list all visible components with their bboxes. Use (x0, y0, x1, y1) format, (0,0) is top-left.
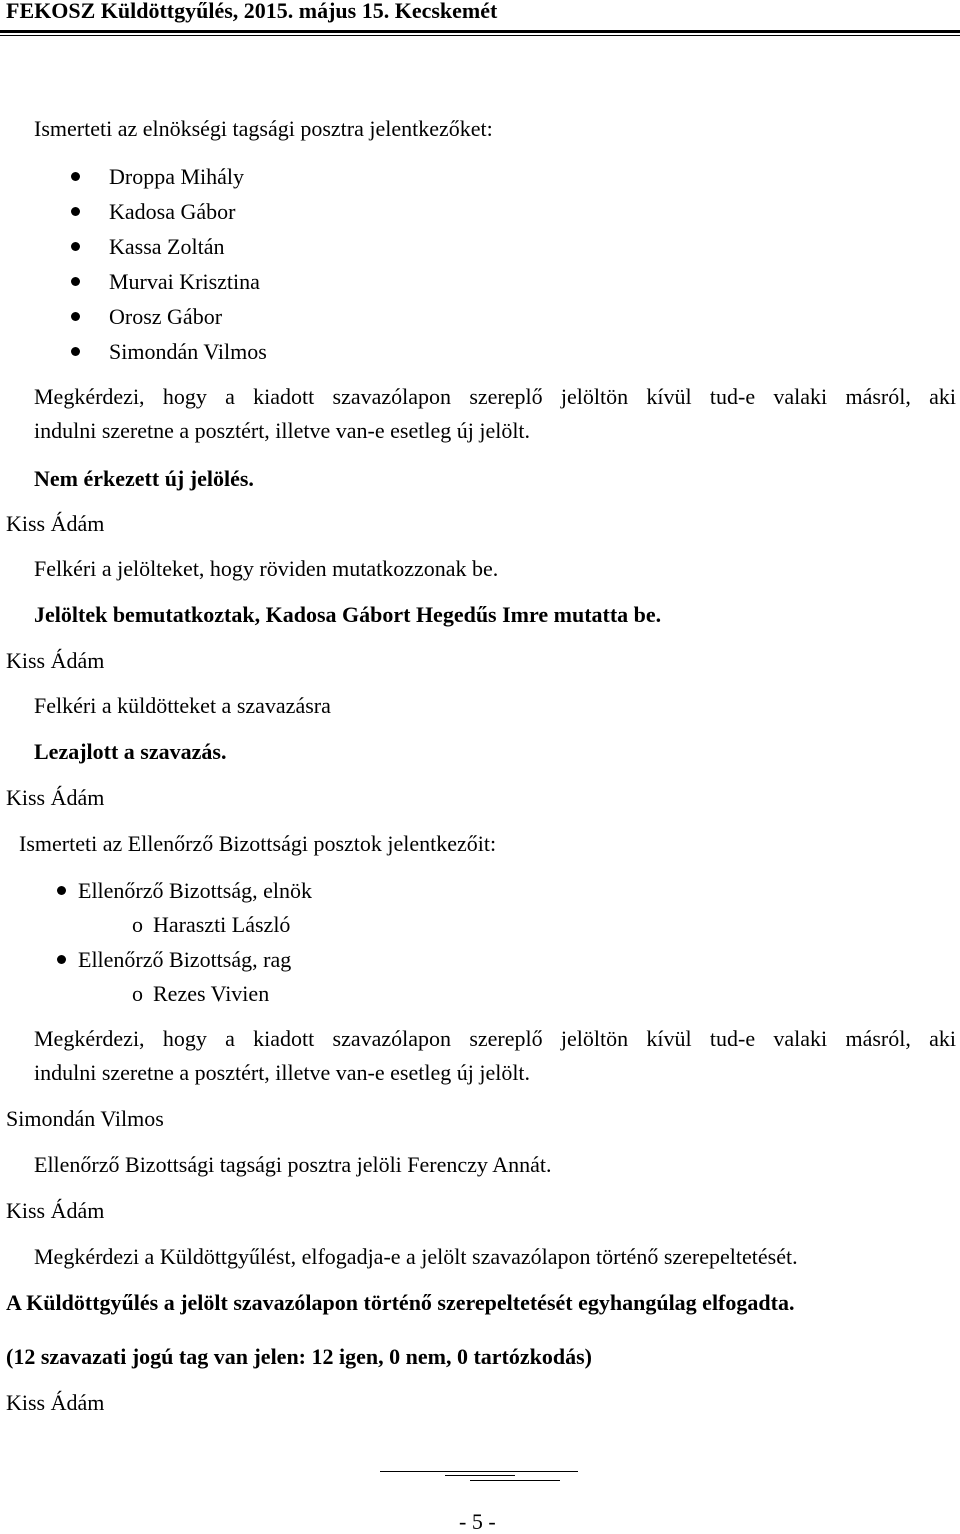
footer-divider (445, 1475, 515, 1476)
speaker-paragraph: Felkéri a jelölteket, hogy röviden mutatkozzonak be. (34, 556, 499, 581)
footer-divider (380, 1471, 578, 1472)
speaker-paragraph: Ismerteti az Ellenőrző Bizottsági posztok jelentkezőit: (19, 831, 497, 856)
sub-list-marker: o (132, 912, 143, 937)
outcome-statement: Lezajlott a szavazás. (34, 739, 227, 764)
sub-list-marker: o (132, 981, 143, 1006)
question-paragraph-line: Megkérdezi, hogy a kiadott szavazólapon szereplő jelöltön kívül tud-e valaki másról, aki (34, 1026, 956, 1051)
bullet-icon (71, 312, 80, 321)
speaker-name: Kiss Ádám (6, 511, 105, 536)
question-paragraph-line: indulni szeretne a posztért, illetve van-e esetleg új jelölt. (34, 418, 531, 443)
bullet-icon (71, 347, 80, 356)
speaker-paragraph: Felkéri a küldötteket a szavazásra (34, 693, 331, 718)
bullet-icon (71, 172, 80, 181)
question-paragraph-line: Megkérdezi, hogy a kiadott szavazólapon szereplő jelöltön kívül tud-e valaki másról, aki (34, 384, 956, 409)
list-item: Orosz Gábor (109, 304, 223, 329)
speaker-paragraph: Megkérdezi a Küldöttgyűlést, elfogadja-e a jelölt szavazólapon történő szerepeltetését. (34, 1244, 798, 1269)
header-rule-thick (0, 30, 960, 33)
bullet-icon (71, 277, 80, 286)
page-header-title: FEKOSZ Küldöttgyűlés, 2015. május 15. Kecskemét (6, 0, 498, 23)
bullet-icon (71, 207, 80, 216)
list-item: Simondán Vilmos (109, 339, 267, 364)
speaker-paragraph: Ellenőrző Bizottsági tagsági posztra jelöli Ferenczy Annát. (34, 1152, 552, 1177)
bullet-icon (57, 955, 66, 964)
question-paragraph-line: indulni szeretne a posztért, illetve van-e esetleg új jelölt. (34, 1060, 531, 1085)
list-item: Murvai Krisztina (109, 269, 260, 294)
speaker-name: Kiss Ádám (6, 648, 105, 673)
bullet-icon (71, 242, 80, 251)
list-item: Kassa Zoltán (109, 234, 225, 259)
sub-list-item: Haraszti László (153, 912, 291, 937)
outcome-statement: Nem érkezett új jelölés. (34, 466, 254, 491)
speaker-name: Simondán Vilmos (6, 1106, 164, 1131)
speaker-name: Kiss Ádám (6, 1390, 105, 1415)
list-item: Ellenőrző Bizottság, rag (78, 947, 292, 972)
list-item: Ellenőrző Bizottság, elnök (78, 878, 312, 903)
speaker-name: Kiss Ádám (6, 785, 105, 810)
intro-paragraph: Ismerteti az elnökségi tagsági posztra jelentkezőket: (34, 116, 493, 141)
footer-divider (470, 1480, 560, 1481)
sub-list-item: Rezes Vivien (153, 981, 270, 1006)
list-item: Kadosa Gábor (109, 199, 236, 224)
speaker-name: Kiss Ádám (6, 1198, 105, 1223)
resolution-statement: A Küldöttgyűlés a jelölt szavazólapon történő szerepeltetését egyhangúlag elfogadta. (6, 1290, 795, 1315)
outcome-statement: Jelöltek bemutatkoztak, Kadosa Gábort Hegedűs Imre mutatta be. (34, 602, 662, 627)
page-number: - 5 - (459, 1509, 496, 1534)
vote-tally: (12 szavazati jogú tag van jelen: 12 igen, 0 nem, 0 tartózkodás) (6, 1344, 592, 1369)
list-item: Droppa Mihály (109, 164, 245, 189)
header-rule-thin (0, 35, 960, 36)
bullet-icon (57, 886, 66, 895)
